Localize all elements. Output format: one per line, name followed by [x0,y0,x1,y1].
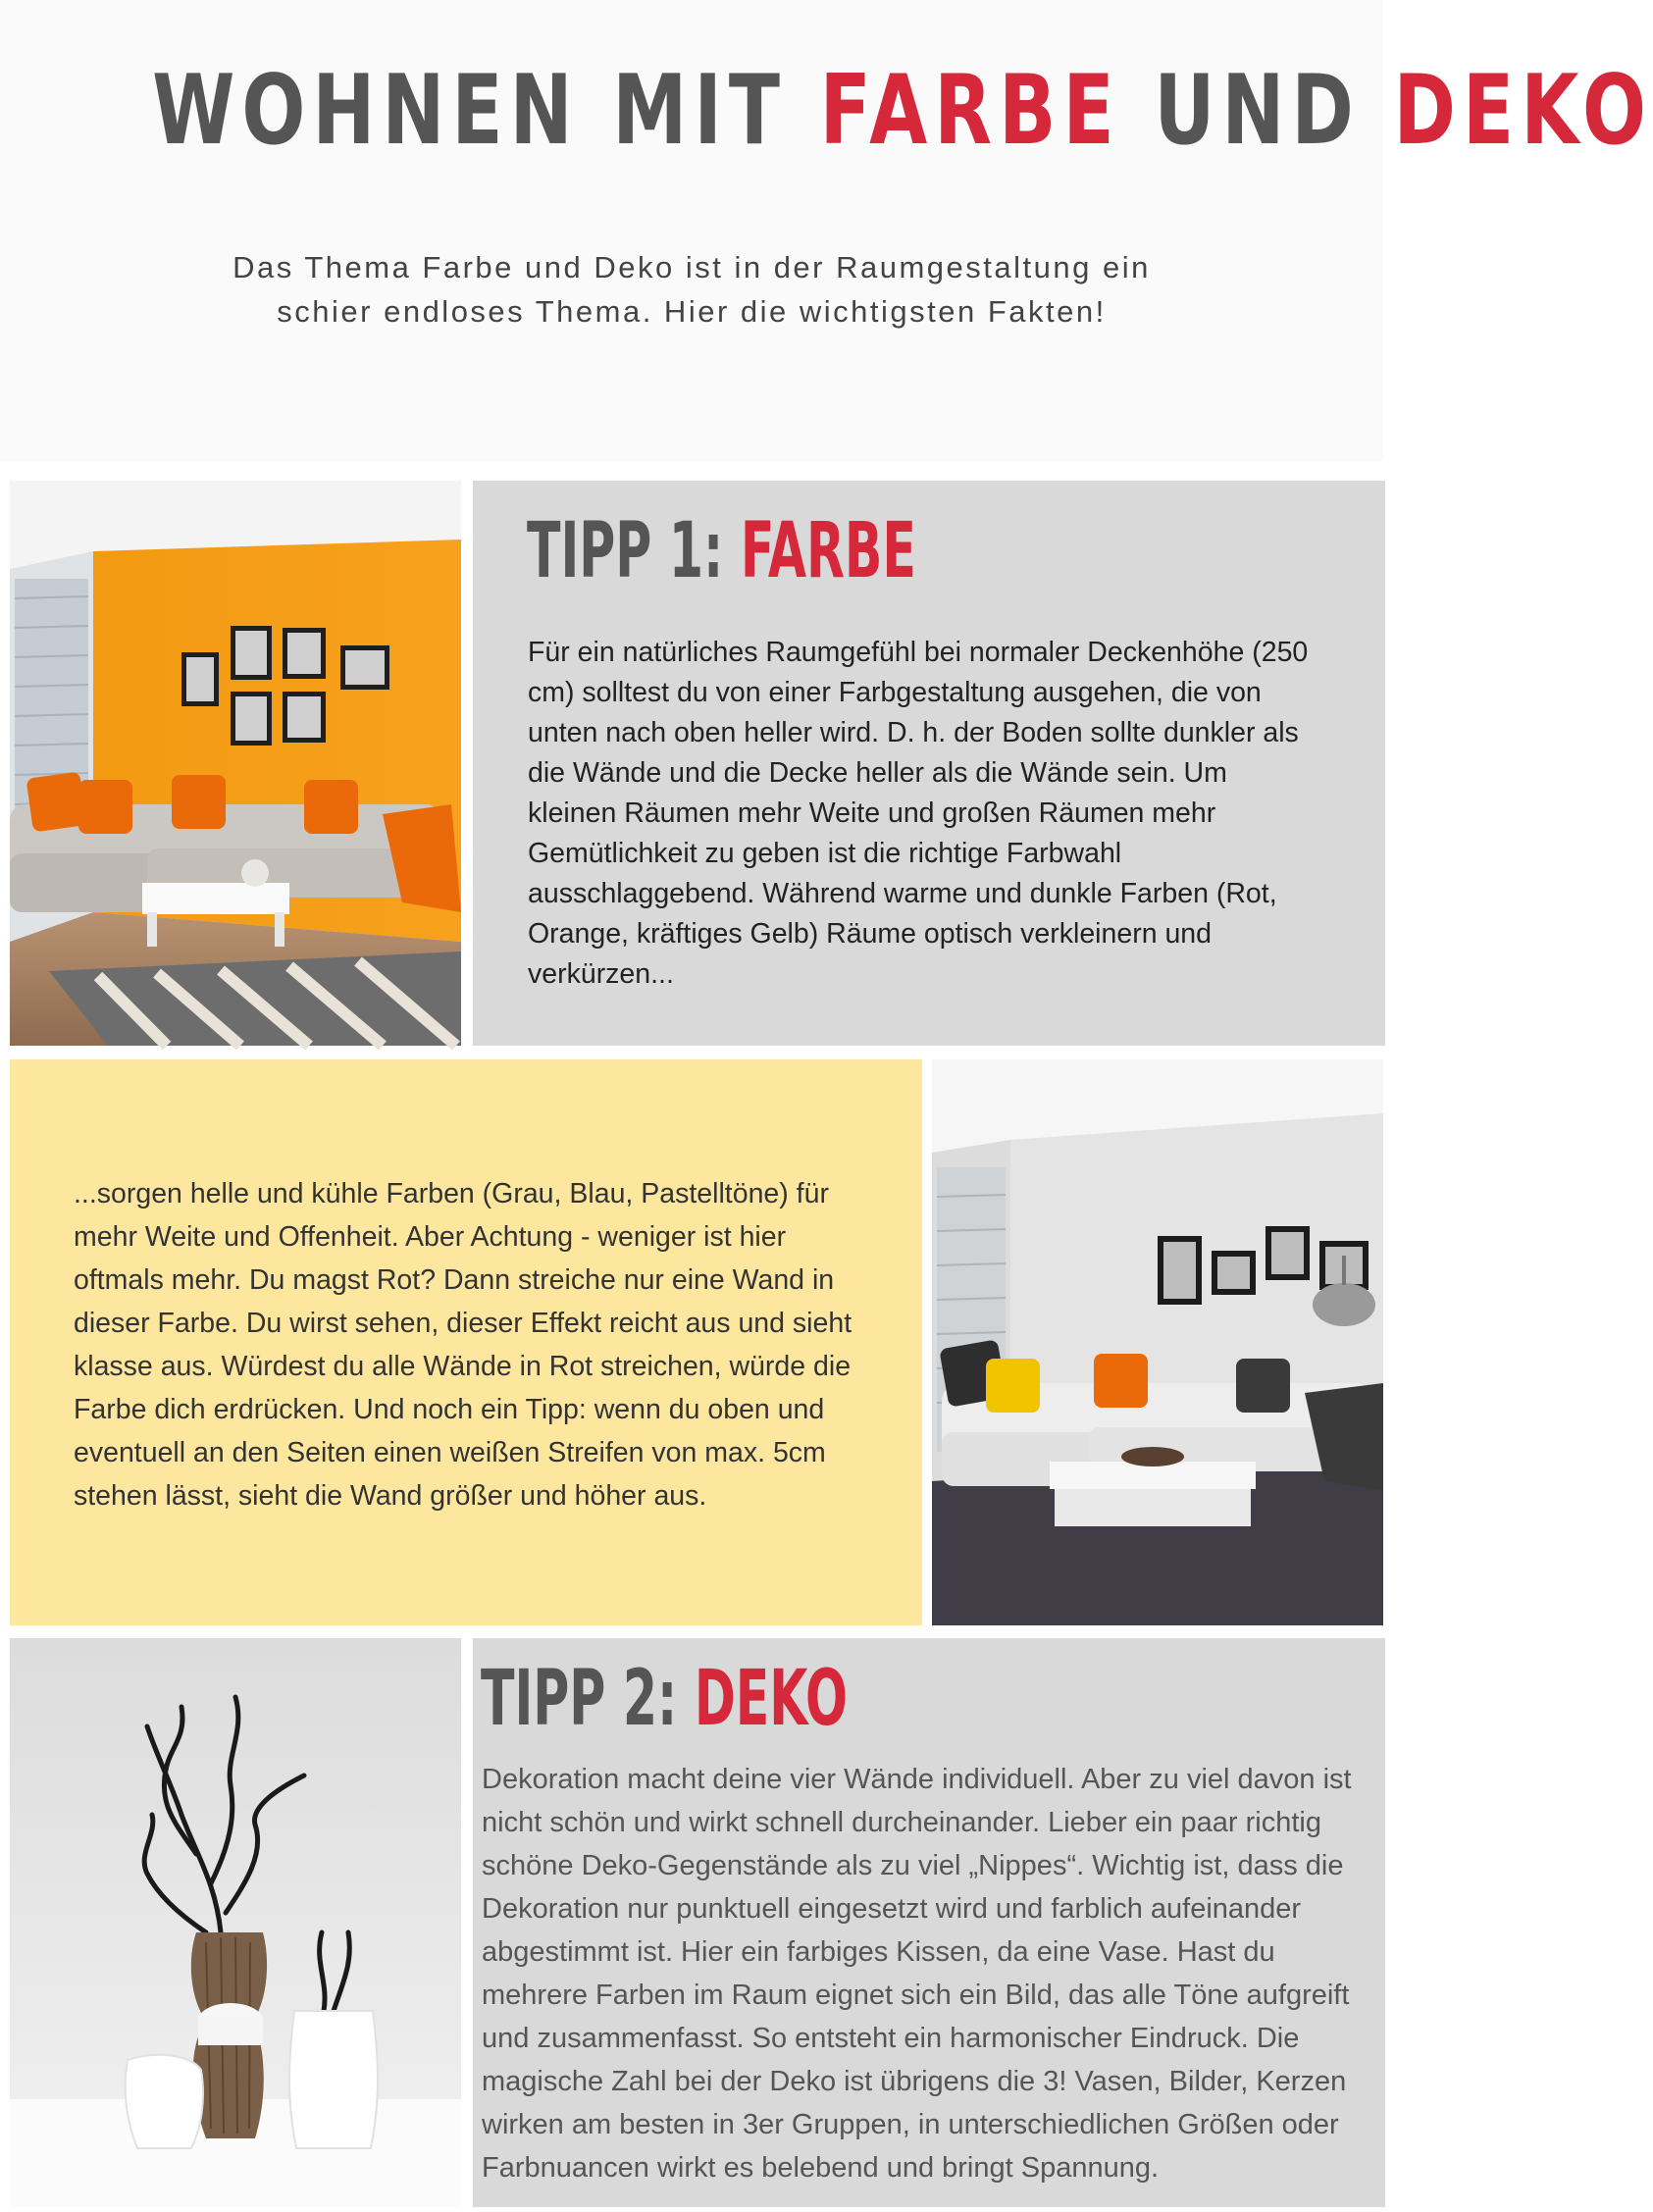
tipp2-heading [481,1655,848,1743]
tipp1-label: TIPP 1: [527,507,741,595]
tipp1-accent: FARBE [740,507,916,595]
title-accent-2: DEKO [1393,55,1653,167]
vases-deco-photo [10,1638,461,2207]
living-room-orange-photo [10,481,461,1046]
intro-text: Das Thema Farbe und Deko ist in der Raumgestaltung ein schier endloses Thema. Hier die wichtigsten Fakten! [232,250,1151,329]
living-room-gray-photo [932,1059,1383,1625]
tipp2-label: TIPP 2: [481,1655,695,1743]
continuation-text: ...sorgen helle und kühle Farben (Grau, Blau, Pastelltöne) für mehr Weite und Offenheit. Aber Achtung - weniger ist hier oftmals mehr. Du magst Rot? Dann streiche nur eine Wand in dieser Farbe. Du wirst sehen, dieser Effekt reicht aus und sieht klasse aus. Würdest du alle Wände in Rot streichen, würde die Farbe dich erdrücken. Und noch ein Tipp: wenn du oben und eventuell an den Seiten einen weißen Streifen von max. 5cm stehen lässt, sieht die Wand größer und höher aus. [74,1178,852,1512]
title-part-1: WOHNEN MIT [152,55,820,167]
living-room-orange-illustration [10,481,461,1046]
living-room-gray-illustration [932,1059,1383,1625]
tipp1-text: Für ein natürliches Raumgefühl bei normaler Deckenhöhe (250 cm) solltest du von einer Farbgestaltung ausgehen, die von unten nach oben heller wird. D. h. der Boden sollte dunkler als die Wände und die Decke heller als die Wände sein. Um kleinen Räumen mehr Weite und großen Räumen mehr Gemütlichkeit zu geben ist die richtige Farbwahl ausschlaggebend. Während warme und dunkle Farben (Rot, Orange, kräftiges Gelb) Räume optisch verkleinern und verkürzen... [528,637,1309,990]
page-title [152,54,1653,170]
tipp2-accent: DEKO [694,1655,848,1743]
tipp1-heading [527,507,916,595]
vases-illustration [10,1638,461,2207]
title-part-2: UND [1120,55,1394,167]
tipp2-text: Dekoration macht deine vier Wände individuell. Aber zu viel davon ist nicht schön und wirkt schnell durcheinander. Lieber ein paar richtig schöne Deko-Gegenstände als zu viel „Nippes“. Wichtig ist, dass die Dekoration nur punktuell eingesetzt wird und farblich aufeinander abgestimmt ist. Hier ein farbiges Kissen, da eine Vase. Hast du mehrere Farben im Raum eignet sich ein Bild, das alle Töne aufgreift und zusammenfasst. So entsteht ein harmonischer Eindruck. Die magische Zahl bei der Deko ist übrigens die 3! Vasen, Bilder, Kerzen wirken am besten in 3er Gruppen, in unterschiedlichen Größen oder Farbnuancen wirkt es belebend und bringt Spannung. [482,1764,1352,2184]
title-accent-1: FARBE [819,55,1121,167]
